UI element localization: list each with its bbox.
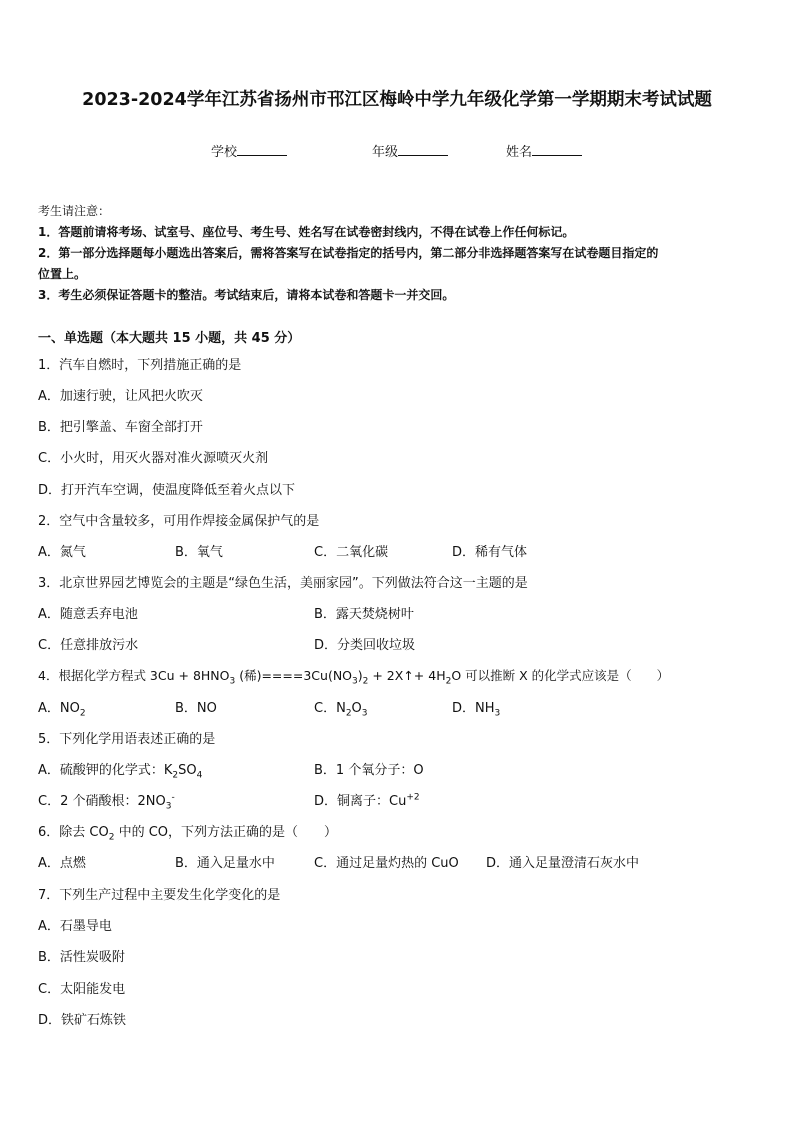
q4-stem	[38, 666, 669, 687]
q4-option-b: B．NO	[175, 701, 217, 716]
notice-block	[38, 201, 760, 306]
q5-option-c-text: C．2 个硝酸根：2NO	[38, 794, 166, 809]
q6-stem-text: 中的 CO，下列方法正确的是（ ）	[114, 825, 338, 840]
q5-option-a	[38, 759, 202, 781]
name-field[interactable]	[506, 141, 582, 160]
q6-stem-sub: 2	[108, 832, 115, 843]
q4-option-c	[314, 697, 368, 719]
q1-option-c: C．小火时，用灭火器对准火源喷灭火剂	[38, 451, 269, 466]
q4-stem-sub: 2	[362, 676, 369, 687]
school-field[interactable]	[211, 141, 287, 160]
q6-option-a: A．点燃	[38, 856, 86, 871]
q4-stem-part: + 2X↑+ 4H	[368, 668, 446, 683]
grade-label: 年级	[372, 145, 399, 160]
q5-option-a-text: SO	[178, 763, 197, 778]
q4-option-c-text: C．N	[314, 701, 346, 716]
q7-option-d: D．铁矿石炼铁	[38, 1013, 127, 1028]
q3-option-d: D．分类回收垃圾	[314, 638, 416, 653]
q6-option-b: B．通入足量水中	[175, 856, 275, 871]
q4-stem-sub: 2	[445, 676, 452, 687]
q1-option-a: A．加速行驶，让风把火吹灭	[38, 389, 203, 404]
q3-option-c: C．任意排放污水	[38, 638, 139, 653]
q2-option-a: A．氮气	[38, 545, 86, 560]
page-title: 2023-2024学年江苏省扬州市邗江区梅岭中学九年级化学第一学期期末考试试题	[82, 90, 712, 110]
q6-option-d: D．通入足量澄清石灰水中	[486, 856, 640, 871]
notice-item-3: 3．考生必须保证答题卡的整洁。考试结束后，请将本试卷和答题卡一并交回。	[38, 288, 455, 302]
notice-item-2-cont: 位置上。	[38, 267, 87, 281]
name-label: 姓名	[506, 145, 533, 160]
q4-option-c-text: O	[351, 701, 362, 716]
q3-stem: 3．北京世界园艺博览会的主题是“绿色生活，美丽家园”。下列做法符合这一主题的是	[38, 576, 528, 591]
q4-stem-part: )	[357, 668, 363, 683]
notice-item-1: 1．答题前请将考场、试室号、座位号、考生号、姓名写在试卷密封线内，不得在试卷上作任何标记。	[38, 225, 575, 239]
notice-item-2: 2．第一部分选择题每小题选出答案后，需将答案写在试卷指定的括号内，第二部分非选择题答案写在试卷题目指定的	[38, 246, 659, 260]
q4-stem-part: (稀)====3Cu(NO	[235, 668, 353, 683]
q4-option-d-sub: 3	[494, 708, 501, 719]
q7-option-c: C．太阳能发电	[38, 982, 126, 997]
q5-option-a-sub: 2	[172, 770, 179, 781]
q5-stem: 5．下列化学用语表述正确的是	[38, 732, 216, 747]
q7-option-a: A．石墨导电	[38, 919, 112, 934]
q4-option-d	[452, 697, 500, 719]
q4-option-c-sub: 2	[345, 708, 352, 719]
q4-option-a-text: A．NO	[38, 701, 80, 716]
q4-option-a	[38, 697, 86, 719]
q4-option-a-sub: 2	[79, 708, 86, 719]
q6-stem	[38, 821, 337, 843]
q5-option-c-sup: -	[171, 792, 175, 803]
q3-option-a: A．随意丢弃电池	[38, 607, 138, 622]
notice-heading: 考生请注意：	[38, 204, 111, 218]
q1-stem: 1．汽车自燃时，下列措施正确的是	[38, 358, 242, 373]
q5-option-c-sub: 3	[165, 801, 172, 812]
q4-stem-sub: 3	[352, 676, 358, 687]
q5-option-d-text: D．铜离子：Cu	[314, 794, 407, 809]
q5-option-b: B．1 个氧分子：O	[314, 763, 424, 778]
q5-option-d-sup: +2	[406, 792, 420, 803]
q1-option-d: D．打开汽车空调，使温度降低至着火点以下	[38, 483, 296, 498]
q4-stem-part: 4．根据化学方程式 3Cu + 8HNO	[38, 668, 230, 683]
q4-option-c-sub: 3	[361, 708, 368, 719]
q5-option-a-sub: 4	[196, 770, 203, 781]
q5-option-a-text: A．硫酸钾的化学式：K	[38, 763, 173, 778]
grade-blank[interactable]	[398, 143, 448, 156]
grade-field[interactable]	[372, 141, 448, 160]
q4-option-d-text: D．NH	[452, 701, 495, 716]
q6-option-c: C．通过足量灼热的 CuO	[314, 856, 459, 871]
school-blank[interactable]	[237, 143, 287, 156]
q4-stem-part: O 可以推断 X 的化学式应该是（ ）	[451, 668, 670, 683]
section-heading: 一、单选题（本大题共 15 小题，共 45 分）	[38, 331, 301, 346]
q2-option-b: B．氧气	[175, 545, 223, 560]
q1-option-b: B．把引擎盖、车窗全部打开	[38, 420, 203, 435]
name-blank[interactable]	[532, 143, 582, 156]
q3-option-b: B．露天焚烧树叶	[314, 607, 414, 622]
q2-option-d: D．稀有气体	[452, 545, 528, 560]
q5-option-c	[38, 790, 175, 812]
q5-option-d	[314, 790, 420, 809]
q2-option-c: C．二氧化碳	[314, 545, 389, 560]
q4-stem-sub: 3	[229, 676, 236, 687]
q7-stem: 7．下列生产过程中主要发生化学变化的是	[38, 888, 281, 903]
q2-stem: 2．空气中含量较多，可用作焊接金属保护气的是	[38, 514, 320, 529]
q7-option-b: B．活性炭吸附	[38, 950, 125, 965]
q6-stem-text: 6．除去 CO	[38, 825, 109, 840]
school-label: 学校	[211, 145, 238, 160]
